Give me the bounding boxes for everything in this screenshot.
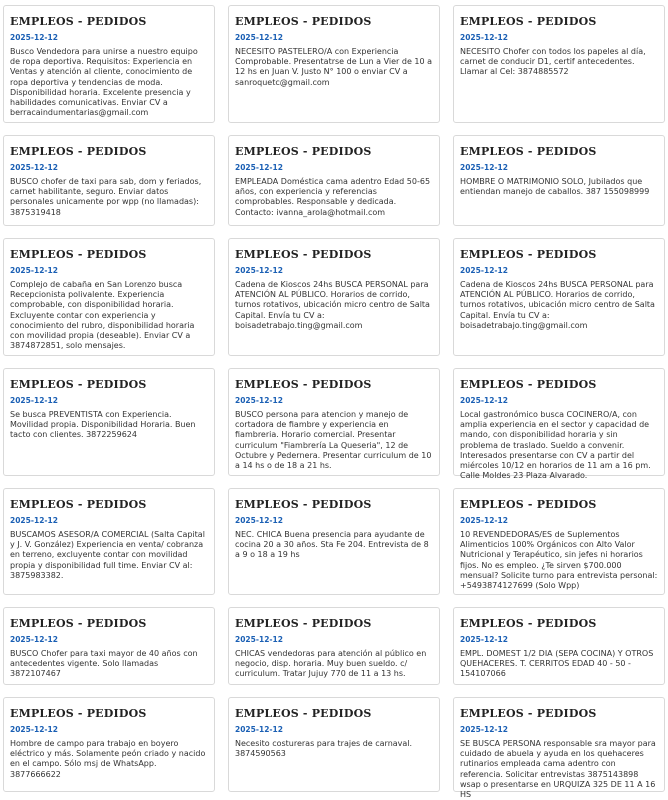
ad-text: BUSCO Chofer para taxi mayor de 40 años con antecedentes vigente. Solo llamadas 3872107467 — [10, 649, 198, 679]
ad-category: EMPLEOS - PEDIDOS — [10, 378, 147, 391]
ad-card[interactable] — [3, 488, 215, 595]
ad-date: 2025-12-12 — [460, 396, 508, 405]
ad-text: Hombre de campo para trabajo en boyero eléctrico y más. Solamente peón criado y nacido en el campo. Sólo msj de WhatsApp. 3877666622 — [10, 739, 206, 779]
ad-text: HOMBRE O MATRIMONIO SOLO, Jubilados que entiendan manejo de caballos. 387 155098999 — [460, 177, 650, 197]
ad-card[interactable] — [453, 607, 665, 685]
ad-text: Se busca PREVENTISTA con Experiencia. Movilidad propia. Disponibilidad Horaria. Buen tacto con clientes. 3872259624 — [10, 410, 196, 440]
ad-category: EMPLEOS - PEDIDOS — [10, 15, 147, 28]
ad-text: Necesito costureras para trajes de carnaval. 3874590563 — [235, 739, 413, 759]
ad-text: SE BUSCA PERSONA responsable sra mayor para cuidado de abuela y ayuda en los quehaceres rutinarios empleada cama adentro con referencia. Solicitar entrevistas 3875143898 wsap o presentarse en URQUIZA 325 DE 11 A 16 HS — [460, 739, 656, 800]
ad-card[interactable] — [3, 697, 215, 792]
ad-date: 2025-12-12 — [460, 266, 508, 275]
ad-category: EMPLEOS - PEDIDOS — [10, 498, 147, 511]
ad-text: NECESITO Chofer con todos los papeles al día, carnet de conducir D1, certif antecedentes. Llamar al Cel: 3874885572 — [460, 47, 646, 77]
ad-date: 2025-12-12 — [235, 396, 283, 405]
ad-date: 2025-12-12 — [460, 725, 508, 734]
ad-category: EMPLEOS - PEDIDOS — [460, 378, 597, 391]
ad-date: 2025-12-12 — [460, 635, 508, 644]
ad-date: 2025-12-12 — [235, 635, 283, 644]
ad-date: 2025-12-12 — [10, 725, 58, 734]
ad-category: EMPLEOS - PEDIDOS — [460, 248, 597, 261]
ad-date: 2025-12-12 — [10, 635, 58, 644]
ad-date: 2025-12-12 — [235, 725, 283, 734]
ad-text: Cadena de Kioscos 24hs BUSCA PERSONAL para ATENCIÓN AL PÚBLICO. Horarios de corrido, turnos rotativos, ubicación micro centro de Salta Capital. Envía tu CV a: boisadetrabajo.ting@gmail.com — [235, 280, 430, 330]
ad-card[interactable] — [228, 607, 440, 685]
ad-text: EMPL. DOMEST 1/2 DIA (SEPA COCINA) Y OTROS QUEHACERES. T. CERRITOS EDAD 40 - 50 - 154107066 — [460, 649, 654, 679]
ad-text: Local gastronómico busca COCINERO/A, con amplia experiencia en el sector y capacidad de mando, con disponibilidad horaria y sin problema de traslado. Sueldo a convenir. Interesados presentarse con CV a partir del miércoles 10/12 en horarios de 11 am a 16 pm. Calle Moldes 23 Plaza Alvarado. — [460, 410, 651, 481]
ad-card[interactable] — [453, 697, 665, 800]
ad-category: EMPLEOS - PEDIDOS — [460, 15, 597, 28]
ad-category: EMPLEOS - PEDIDOS — [460, 498, 597, 511]
ad-date: 2025-12-12 — [235, 516, 283, 525]
ad-date: 2025-12-12 — [460, 516, 508, 525]
ad-date: 2025-12-12 — [235, 266, 283, 275]
ad-card[interactable] — [228, 135, 440, 226]
ad-category: EMPLEOS - PEDIDOS — [460, 145, 597, 158]
ad-category: EMPLEOS - PEDIDOS — [235, 248, 372, 261]
ad-card[interactable] — [453, 488, 665, 595]
ad-card[interactable] — [228, 238, 440, 356]
ad-category: EMPLEOS - PEDIDOS — [235, 378, 372, 391]
ad-date: 2025-12-12 — [460, 163, 508, 172]
ad-card[interactable] — [453, 5, 665, 123]
ad-date: 2025-12-12 — [10, 163, 58, 172]
ad-text: BUSCO persona para atencion y manejo de cortadora de fiambre y experiencia en fiambreria. Horario comercial. Presentar curriculum "Fiambrería La Queseria", 12 de Octubre y Pedernera. Presentar curriculum de 10 a 14 hs o de 18 a 21 hs. — [235, 410, 432, 471]
classifieds-grid — [3, 5, 665, 800]
ad-category: EMPLEOS - PEDIDOS — [235, 498, 372, 511]
ad-text: 10 REVENDEDORAS/ES de Suplementos Alimenticios 100% Orgánicos con Alto Valor Nutricional y Terapéutico, sin jefes ni horarios fijos. No es empleo. ¿Te sirven $700.000 mensual? Solicite turno para entrevista personal: +5493874127699 (Solo Wpp) — [460, 530, 658, 591]
ad-text: NECESITO PASTELERO/A con Experiencia Comprobable. Presentatrse de Lun a Vier de 10 a 12 hs en Juan V. Justo N° 100 o enviar CV a sanroquetc@gmail.com — [235, 47, 433, 87]
ad-card[interactable] — [3, 368, 215, 476]
ad-category: EMPLEOS - PEDIDOS — [10, 248, 147, 261]
ad-card[interactable] — [228, 368, 440, 476]
ad-date: 2025-12-12 — [235, 33, 283, 42]
ad-category: EMPLEOS - PEDIDOS — [10, 145, 147, 158]
ad-card[interactable] — [3, 238, 215, 356]
ad-card[interactable] — [453, 135, 665, 226]
ad-text: Cadena de Kioscos 24hs BUSCA PERSONAL para ATENCIÓN AL PÚBLICO. Horarios de corrido, turnos rotativos, ubicación micro centro de Salta Capital. Envía tu CV a: boisadetrabajo.ting@gmail.com — [460, 280, 655, 330]
ad-category: EMPLEOS - PEDIDOS — [235, 145, 372, 158]
ad-text: CHICAS vendedoras para atención al público en negocio, disp. horaria. Muy buen sueldo. c/ curriculum. Tratar Jujuy 770 de 11 a 13 hs. — [235, 649, 427, 679]
ad-category: EMPLEOS - PEDIDOS — [235, 15, 372, 28]
ad-card[interactable] — [3, 135, 215, 226]
ad-date: 2025-12-12 — [10, 396, 58, 405]
ad-card[interactable] — [3, 5, 215, 123]
ad-card[interactable] — [228, 5, 440, 123]
ad-category: EMPLEOS - PEDIDOS — [10, 707, 147, 720]
ad-text: BUSCAMOS ASESOR/A COMERCIAL (Salta Capital y J. V. González) Experiencia en venta/ cobranza en terreno, excluyente contar con movilidad propia y disponibilidad full time. Enviar CV al: 3875983382. — [10, 530, 205, 580]
ad-category: EMPLEOS - PEDIDOS — [10, 617, 147, 630]
ad-date: 2025-12-12 — [10, 516, 58, 525]
ad-text: BUSCO chofer de taxi para sab, dom y feriados, carnet habilitante, seguro. Enviar datos personales unicamente por wpp (no llamadas): 3875319418 — [10, 177, 202, 217]
ad-card[interactable] — [228, 488, 440, 595]
ad-card[interactable] — [228, 697, 440, 792]
ad-date: 2025-12-12 — [235, 163, 283, 172]
ad-date: 2025-12-12 — [460, 33, 508, 42]
ad-card[interactable] — [453, 238, 665, 356]
ad-category: EMPLEOS - PEDIDOS — [235, 617, 372, 630]
ad-card[interactable] — [453, 368, 665, 481]
ad-text: NEC. CHICA Buena presencia para ayudante de cocina 20 a 30 años. Sta Fe 204. Entrevista de 8 a 9 o 18 a 19 hs — [235, 530, 429, 560]
ad-text: Complejo de cabaña en San Lorenzo busca Recepcionista polivalente. Experiencia comprobable, con disponibilidad horaria. Excluyente contar con experiencia y conocimiento del rubro, disponibilidad horaria con movilidad propia (deseable). Enviar CV a 3874872851, solo mensajes. — [10, 280, 195, 351]
ad-text: Busco Vendedora para unirse a nuestro equipo de ropa deportiva. Requisitos: Experiencia en Ventas y atención al cliente, conocimiento de ropa deportiva y tendencias de moda. Disponibilidad horaria. Excelente presencia y habilidades comunicativas. Enviar CV a berracaindumentarias@gmail.com — [10, 47, 198, 118]
ad-date: 2025-12-12 — [10, 266, 58, 275]
ad-category: EMPLEOS - PEDIDOS — [235, 707, 372, 720]
ad-text: EMPLEADA Doméstica cama adentro Edad 50-65 años, con experiencia y referencias comprobables. Responsable y dedicada. Contacto: ivanna_arola@hotmail.com — [235, 177, 431, 217]
ad-card[interactable] — [3, 607, 215, 685]
ad-category: EMPLEOS - PEDIDOS — [460, 707, 597, 720]
ad-date: 2025-12-12 — [10, 33, 58, 42]
ad-category: EMPLEOS - PEDIDOS — [460, 617, 597, 630]
